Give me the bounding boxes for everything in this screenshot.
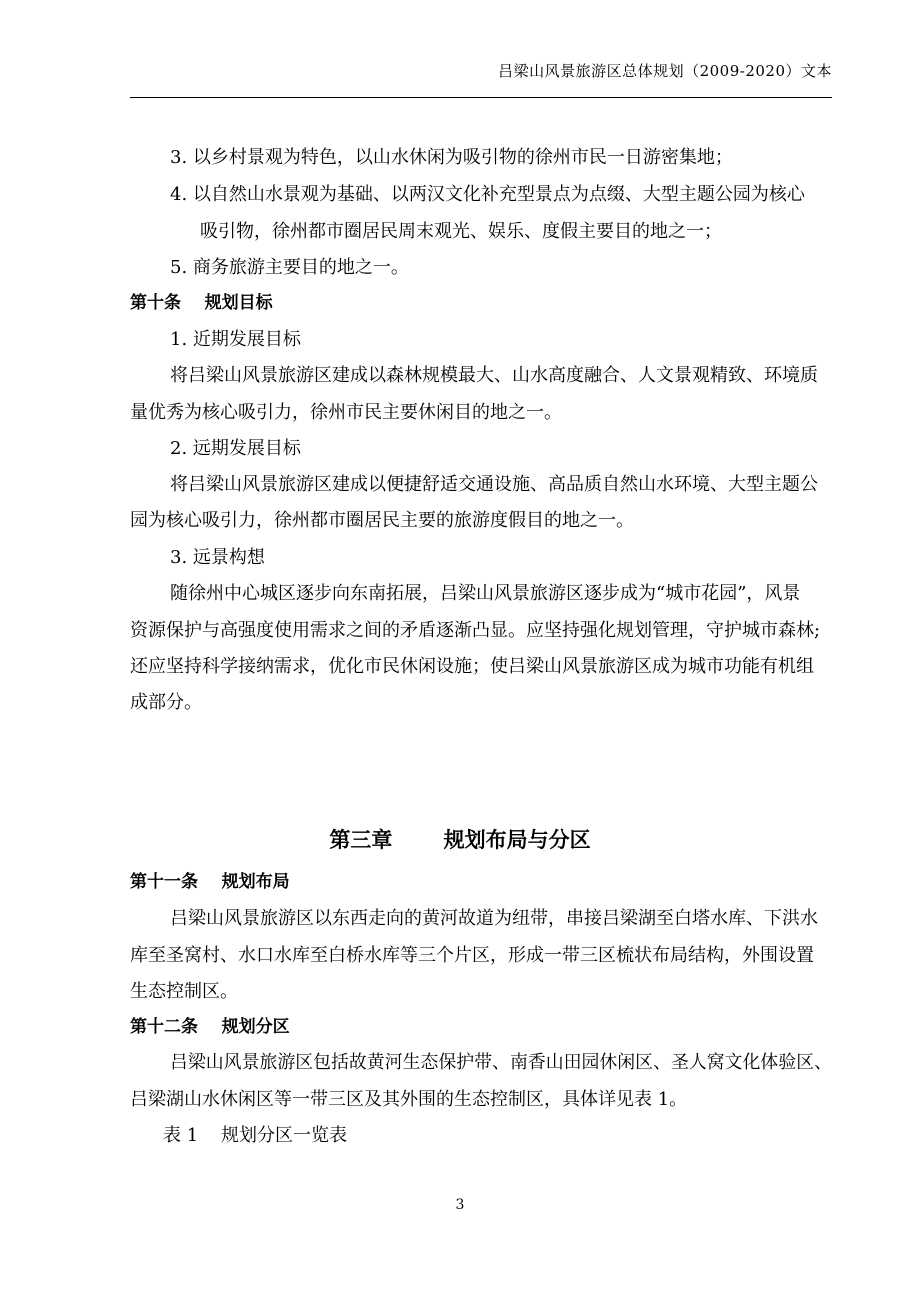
article-12-heading: 第十二条 规划分区 bbox=[130, 1017, 290, 1037]
near-term-text-line1: 将吕梁山风景旅游区建成以森林规模最大、山水高度融合、人文景观精致、环境质 bbox=[170, 365, 818, 386]
running-header: 吕梁山风景旅游区总体规划（2009-2020）文本 bbox=[498, 62, 832, 80]
article-12-text-line2: 吕梁湖山水休闲区等一带三区及其外围的生态控制区，具体详见表 1。 bbox=[130, 1089, 688, 1110]
list-item-3: 3. 以乡村景观为特色，以山水休闲为吸引物的徐州市民一日游密集地； bbox=[170, 147, 733, 168]
long-term-label: 2. 远期发展目标 bbox=[170, 438, 301, 459]
long-term-text-line2: 园为核心吸引力，徐州都市圈居民主要的旅游度假目的地之一。 bbox=[130, 510, 634, 531]
article-11-text-line1: 吕梁山风景旅游区以东西走向的黄河故道为纽带，串接吕梁湖至白塔水库、下洪水 bbox=[170, 908, 818, 929]
chapter-title: 第三章 规划布局与分区 bbox=[329, 828, 591, 852]
vision-text-line3: 还应坚持科学接纳需求，优化市民休闲设施；使吕梁山风景旅游区成为城市功能有机组 bbox=[130, 656, 814, 677]
near-term-label: 1. 近期发展目标 bbox=[170, 329, 301, 350]
list-item-4-line1: 4. 以自然山水景观为基础、以两汉文化补充型景点为点缀、大型主题公园为核心 bbox=[170, 184, 805, 205]
page-number: 3 bbox=[455, 1197, 465, 1213]
article-12-text-line1: 吕梁山风景旅游区包括故黄河生态保护带、南香山田园休闲区、圣人窝文化体验区、 bbox=[170, 1052, 832, 1073]
list-item-5: 5. 商务旅游主要目的地之一。 bbox=[170, 257, 409, 278]
vision-text-line4: 成部分。 bbox=[130, 692, 202, 713]
near-term-text-line2: 量优秀为核心吸引力，徐州市民主要休闲目的地之一。 bbox=[130, 402, 562, 423]
table-caption: 表 1 规划分区一览表 bbox=[163, 1125, 348, 1146]
article-11-text-line2: 库至圣窝村、水口水库至白桥水库等三个片区，形成一带三区梳状布局结构，外围设置 bbox=[130, 945, 814, 966]
list-item-4-line2: 吸引物，徐州都市圈居民周末观光、娱乐、度假主要目的地之一； bbox=[200, 221, 722, 242]
vision-text-line1: 随徐州中心城区逐步向东南拓展，吕梁山风景旅游区逐步成为“城市花园”，风景 bbox=[170, 583, 801, 604]
article-11-text-line3: 生态控制区。 bbox=[130, 981, 238, 1002]
vision-label: 3. 远景构想 bbox=[170, 547, 265, 568]
long-term-text-line1: 将吕梁山风景旅游区建成以便捷舒适交通设施、高品质自然山水环境、大型主题公 bbox=[170, 474, 818, 495]
article-11-heading: 第十一条 规划布局 bbox=[130, 872, 290, 892]
vision-text-line2: 资源保护与高强度使用需求之间的矛盾逐渐凸显。应坚持强化规划管理，守护城市森林; bbox=[130, 620, 821, 641]
article-10-heading: 第十条 规划目标 bbox=[130, 293, 273, 313]
header-rule bbox=[130, 97, 832, 98]
